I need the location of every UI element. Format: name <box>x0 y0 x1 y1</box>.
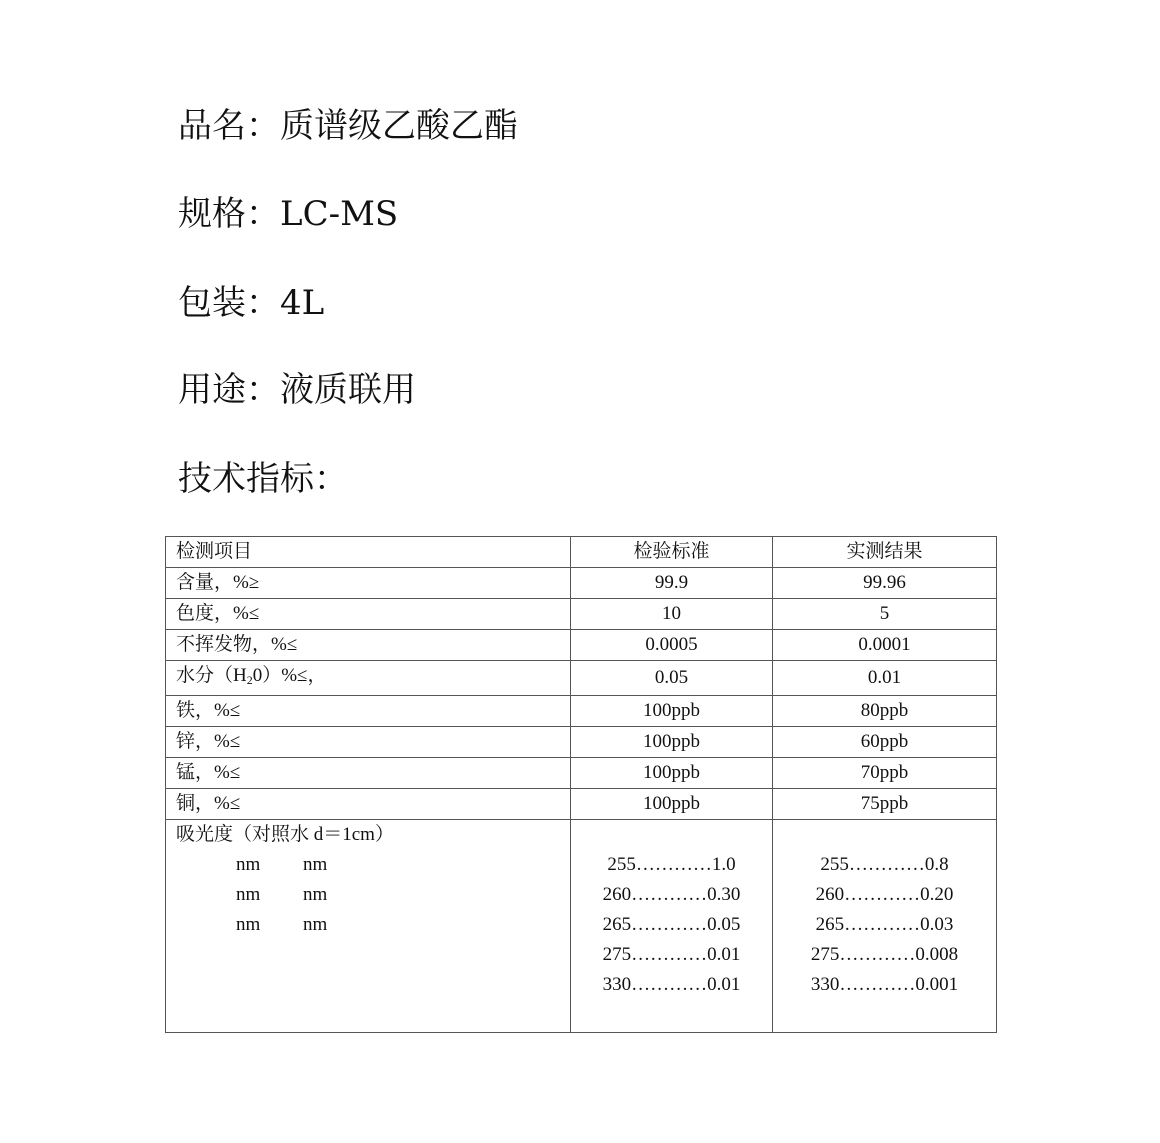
row-item: 铁，%≤ <box>166 696 571 727</box>
unit-label: nm <box>303 914 328 935</box>
row-result: 0.01 <box>773 661 997 696</box>
absorbance-unit-row <box>176 850 560 880</box>
column-header-item: 检测项目 <box>166 537 571 568</box>
row-standard: 100ppb <box>571 696 773 727</box>
row-item-moisture <box>166 661 571 696</box>
usage-line <box>178 370 416 410</box>
spec-table <box>165 536 997 1033</box>
table-row <box>166 568 997 599</box>
unit-label: nm <box>236 914 261 935</box>
row-item: 锰，%≤ <box>166 758 571 789</box>
moisture-suffix: 0）%≤， <box>252 665 327 686</box>
unit-label: nm <box>236 884 261 905</box>
absorbance-standard-value: 260…………0.30 <box>602 884 741 905</box>
product-name-value: 质谱级乙酸乙酯 <box>280 106 518 146</box>
table-row <box>166 696 997 727</box>
absorbance-result-value: 275…………0.008 <box>810 944 959 965</box>
package-value: 4L <box>280 283 325 323</box>
absorbance-result-value: 330…………0.001 <box>810 974 959 995</box>
row-result: 70ppb <box>773 758 997 789</box>
row-standard: 100ppb <box>571 789 773 820</box>
table-row <box>166 758 997 789</box>
table-row <box>166 789 997 820</box>
table-row <box>166 661 997 696</box>
package-label: 包装： <box>178 283 280 323</box>
table-row <box>166 727 997 758</box>
unit-label: nm <box>303 854 328 875</box>
usage-label: 用途： <box>178 370 280 410</box>
moisture-subscript: 2 <box>246 673 253 687</box>
table-row-absorbance <box>166 820 997 1033</box>
row-standard: 100ppb <box>571 727 773 758</box>
product-name-label: 品名： <box>178 106 280 146</box>
row-result: 5 <box>773 599 997 630</box>
specification-line <box>178 194 398 234</box>
specification-label: 规格： <box>178 194 280 234</box>
moisture-prefix: 水分（H <box>176 665 247 686</box>
table-row <box>166 630 997 661</box>
absorbance-standard-list <box>581 820 762 1000</box>
row-standard: 0.0005 <box>571 630 773 661</box>
table-row <box>166 599 997 630</box>
row-standard: 0.05 <box>571 661 773 696</box>
row-item: 锌，%≤ <box>166 727 571 758</box>
unit-label: nm <box>236 854 261 875</box>
absorbance-standard-value: 255…………1.0 <box>607 854 736 875</box>
row-item: 含量，%≥ <box>166 568 571 599</box>
absorbance-result-value: 255…………0.8 <box>820 854 949 875</box>
row-standard: 100ppb <box>571 758 773 789</box>
row-standard: 99.9 <box>571 568 773 599</box>
technical-specs-label: 技术指标： <box>178 459 348 499</box>
row-result: 60ppb <box>773 727 997 758</box>
row-result: 0.0001 <box>773 630 997 661</box>
row-result: 75ppb <box>773 789 997 820</box>
table-header-row <box>166 537 997 568</box>
column-header-standard: 检验标准 <box>571 537 773 568</box>
product-name-line <box>178 106 518 146</box>
row-result: 80ppb <box>773 696 997 727</box>
column-header-result: 实测结果 <box>773 537 997 568</box>
absorbance-standard-value: 330…………0.01 <box>602 974 741 995</box>
absorbance-title: 吸光度（对照水 d＝1cm） <box>176 824 394 845</box>
absorbance-standard-cell <box>571 820 773 1033</box>
absorbance-result-cell <box>773 820 997 1033</box>
absorbance-standard-value: 265…………0.05 <box>602 914 741 935</box>
absorbance-standard-value: 275…………0.01 <box>602 944 741 965</box>
row-result: 99.96 <box>773 568 997 599</box>
row-item: 色度，%≤ <box>166 599 571 630</box>
absorbance-item-cell <box>166 820 571 1033</box>
absorbance-unit-row <box>176 880 560 910</box>
absorbance-result-list <box>783 820 986 1000</box>
absorbance-unit-row <box>176 910 560 940</box>
row-item: 不挥发物，%≤ <box>166 630 571 661</box>
row-item: 铜，%≤ <box>166 789 571 820</box>
usage-value: 液质联用 <box>280 370 416 410</box>
package-line <box>178 283 324 323</box>
row-standard: 10 <box>571 599 773 630</box>
unit-label: nm <box>303 884 328 905</box>
absorbance-result-value: 265…………0.03 <box>815 914 954 935</box>
absorbance-result-value: 260…………0.20 <box>815 884 954 905</box>
specification-value: LC-MS <box>280 194 399 234</box>
technical-specs-heading <box>178 459 348 499</box>
